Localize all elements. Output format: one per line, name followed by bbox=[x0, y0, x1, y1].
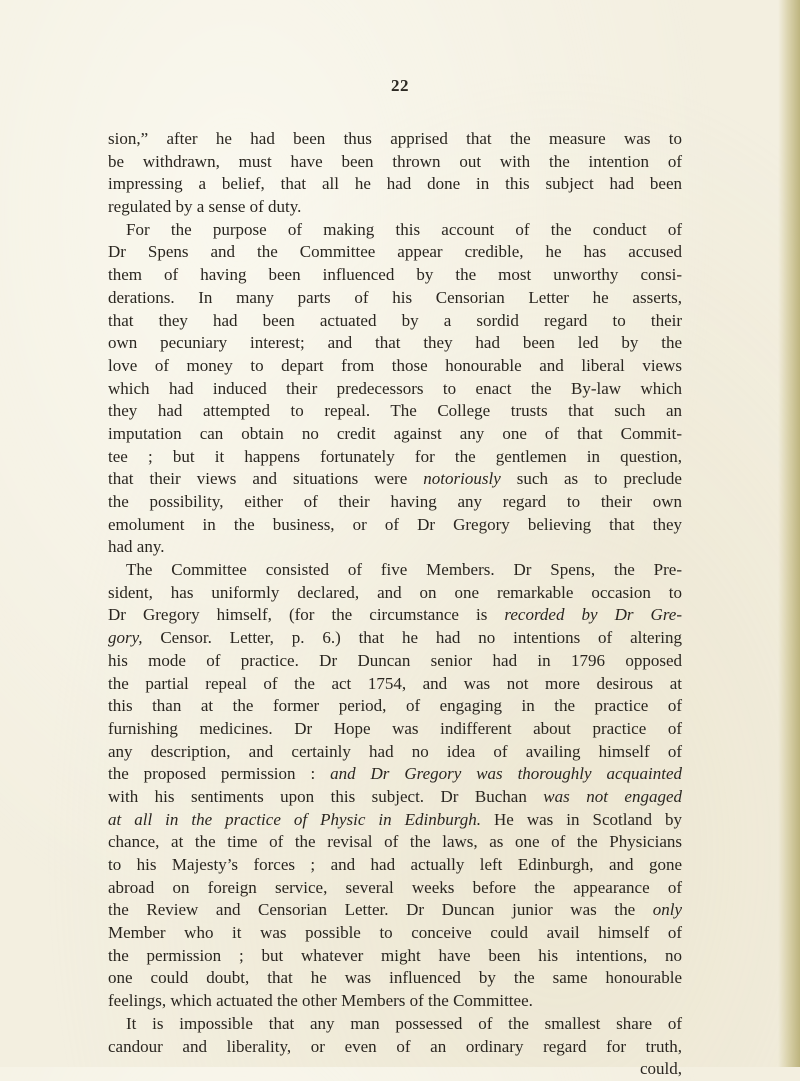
page-number: 22 bbox=[391, 76, 409, 95]
text-line: one could doubt, that he was influenced by the same honourable bbox=[108, 968, 682, 988]
text-line: the Review and Censorian Letter. Dr Duncan junior was the only bbox=[108, 900, 682, 920]
text-line: which had induced their predecessors to enact the By-law which bbox=[108, 378, 682, 398]
paragraph bbox=[108, 128, 682, 219]
text-line: Dr Spens and the Committee appear credible, he has accused bbox=[108, 242, 682, 262]
paragraph bbox=[108, 559, 682, 1013]
body-text bbox=[108, 128, 682, 1081]
text-line: emolument in the business, or of Dr Gregory believing that they bbox=[108, 514, 682, 534]
text-line: his mode of practice. Dr Duncan senior had in 1796 opposed bbox=[108, 650, 682, 670]
text-line: regulated by a sense of duty. bbox=[108, 197, 302, 217]
text-line: The Committee consisted of five Members. Dr Spens, the Pre- bbox=[126, 560, 682, 580]
paragraph bbox=[108, 1013, 682, 1058]
text-line: had any. bbox=[108, 537, 165, 557]
text-line: the partial repeal of the act 1754, and was not more desirous at bbox=[108, 673, 682, 693]
text-line: any description, and certainly had no idea of availing himself of bbox=[108, 741, 682, 761]
text-line: this than at the former period, of engaging in the practice of bbox=[108, 696, 682, 716]
text-line: at all in the practice of Physic in Edinburgh. He was in Scotland by bbox=[108, 809, 682, 829]
text-line: Dr Gregory himself, (for the circumstance is recorded by Dr Gre- bbox=[108, 605, 683, 625]
text-line: furnishing medicines. Dr Hope was indifferent about practice of bbox=[108, 718, 682, 738]
paragraph-container bbox=[108, 128, 682, 1058]
text-line: abroad on foreign service, several weeks before the appearance of bbox=[108, 877, 682, 897]
text-line: them of having been influenced by the most unworthy consi- bbox=[108, 265, 682, 285]
text-line: be withdrawn, must have been thrown out with the intention of bbox=[108, 151, 682, 171]
text-line: sident, has uniformly declared, and on one remarkable occasion to bbox=[108, 582, 682, 602]
text-line: impressing a belief, that all he had done in this subject had been bbox=[108, 174, 682, 194]
text-line: the proposed permission : and Dr Gregory was thoroughly acquainted bbox=[108, 764, 682, 784]
text-line: love of money to depart from those honourable and liberal views bbox=[108, 355, 682, 375]
text-line: gory, Censor. Letter, p. 6.) that he had no intentions of altering bbox=[108, 628, 682, 648]
page-binding-edge bbox=[778, 0, 800, 1067]
text-line: chance, at the time of the revisal of the laws, as one of the Physicians bbox=[108, 832, 682, 852]
text-line: candour and liberality, or even of an ordinary regard for truth, bbox=[108, 1036, 682, 1056]
text-line: feelings, which actuated the other Members of the Committee. bbox=[108, 991, 533, 1011]
text-line: that they had been actuated by a sordid regard to their bbox=[108, 310, 682, 330]
text-line: tee ; but it happens fortunately for the gentlemen in question, bbox=[108, 446, 682, 466]
text-line: the permission ; but whatever might have been his intentions, no bbox=[108, 945, 682, 965]
text-line: with his sentiments upon this subject. Dr Buchan was not engaged bbox=[108, 786, 682, 806]
text-line: Member who it was possible to conceive could avail himself of bbox=[108, 923, 682, 943]
text-line: It is impossible that any man possessed of the smallest share of bbox=[126, 1013, 682, 1033]
catchword: could, bbox=[639, 1059, 682, 1079]
paragraph bbox=[108, 219, 682, 559]
text-line: that their views and situations were notoriously such as to preclude bbox=[108, 469, 682, 489]
text-line: imputation can obtain no credit against any one of that Commit- bbox=[108, 423, 682, 443]
text-line: they had attempted to repeal. The College trusts that such an bbox=[108, 401, 682, 421]
text-line: to his Majesty’s forces ; and had actually left Edinburgh, and gone bbox=[108, 855, 682, 874]
text-line: the possibility, either of their having any regard to their own bbox=[108, 492, 682, 511]
text-line: derations. In many parts of his Censorian Letter he asserts, bbox=[108, 287, 682, 307]
text-line: own pecuniary interest; and that they had been led by the bbox=[108, 333, 682, 353]
text-line: For the purpose of making this account of the conduct of bbox=[126, 219, 682, 239]
text-line: sion,” after he had been thus apprised that the measure was to bbox=[108, 129, 682, 148]
